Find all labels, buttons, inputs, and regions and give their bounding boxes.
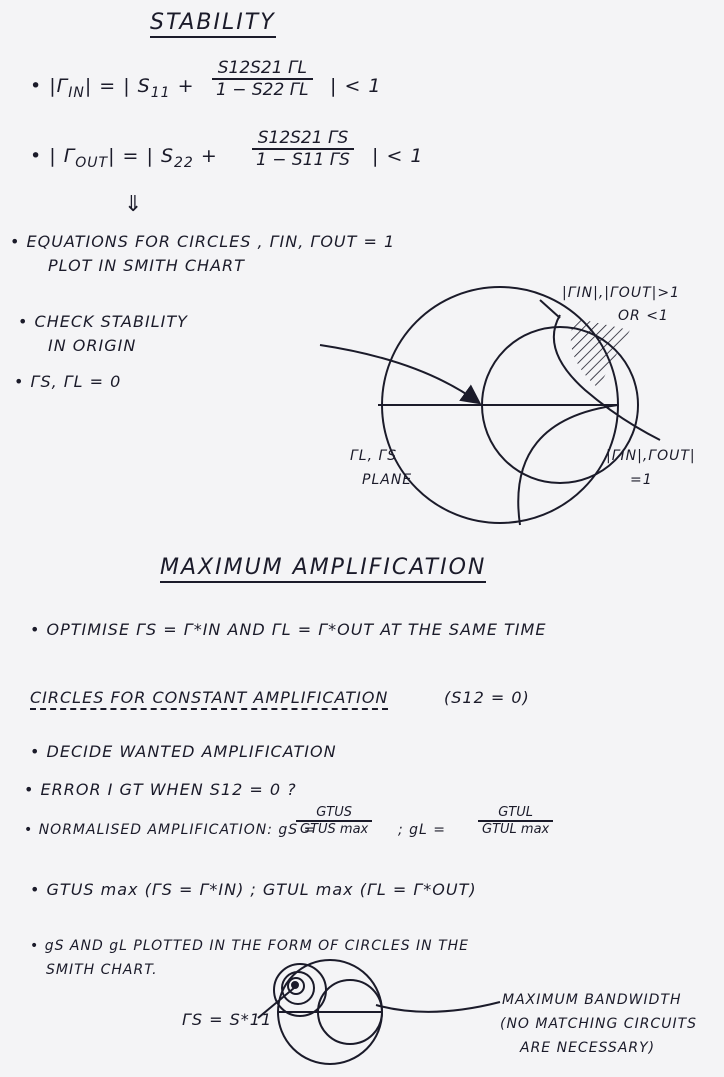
label-or-less-than-one: OR <1 bbox=[618, 308, 669, 324]
label-plane-gamma: ΓL, ΓS bbox=[350, 448, 398, 464]
gamma-out-equation-lhs: • | $\Gamma_{OUT}|$ = | $S_{22}$ + bbox=[30, 145, 218, 171]
max-bandwidth-label: MAXIMUM BANDWIDTH bbox=[502, 992, 682, 1008]
bullet-check-stability: • CHECK STABILITY bbox=[18, 312, 188, 331]
gs-fraction: GTUS GTUS max bbox=[296, 805, 372, 837]
bullet-gamma-zero: • ΓS, ΓL = 0 bbox=[14, 372, 122, 391]
circles-condition: (S12 = 0) bbox=[444, 688, 530, 707]
gamma-out-equation-end: | < 1 bbox=[372, 145, 424, 167]
label-gamma-equal-one: |ΓIN|,ΓOUT| bbox=[606, 448, 696, 464]
plotted-line-b: SMITH CHART. bbox=[46, 962, 158, 978]
circles-constant-amplification-title: CIRCLES FOR CONSTANT AMPLIFICATION bbox=[30, 688, 388, 710]
gl-fraction: GTUL GTUL max bbox=[478, 805, 553, 837]
hatched-region bbox=[571, 318, 630, 388]
max-amplification-title: MAXIMUM AMPLIFICATION bbox=[160, 555, 486, 583]
bullet-equations-for-circles: • EQUATIONS FOR CIRCLES , ΓIN, ΓOUT = 1 bbox=[10, 232, 396, 251]
error-line: • ERROR I GT WHEN S12 = 0 ? bbox=[24, 780, 297, 799]
reactance-arc-lower bbox=[518, 405, 618, 525]
gamma-in-fraction: $\frac{S12S21 \Gamma L}{1 - S22 \Gamma L}$ bbox=[212, 58, 313, 100]
smith-chart-stability bbox=[320, 287, 660, 525]
gamma-out-fraction: $\frac{S12S21 \Gamma S}{1 - S11 \Gamma S}$ bbox=[252, 128, 354, 170]
plotted-line-a: • gS AND gL PLOTTED IN THE FORM OF CIRCLES IN THE bbox=[30, 938, 470, 954]
gmax-line: • GTUS max (ΓS = Γ*IN) ; GTUL max (ΓL = Γ*OUT) bbox=[30, 880, 477, 899]
origin-arrow bbox=[320, 345, 478, 402]
implies-arrow: ⇓ bbox=[124, 192, 145, 217]
gamma-s-equals-s11-label: ΓS = S*11 bbox=[182, 1010, 273, 1029]
label-gamma-greater-than-one: |ΓIN|,|ΓOUT|>1 bbox=[562, 285, 680, 301]
bullet-plot-in-smith-chart: PLOT IN SMITH CHART bbox=[48, 256, 245, 275]
bandwidth-pointer bbox=[376, 1002, 500, 1012]
necessary-label: ARE NECESSARY) bbox=[520, 1040, 656, 1056]
normalised-separator: ; gL = bbox=[398, 822, 447, 838]
optimise-line: • OPTIMISE ΓS = Γ*IN AND ΓL = Γ*OUT AT THE SAME TIME bbox=[30, 620, 547, 639]
gain-circle-2 bbox=[282, 972, 314, 1004]
label-equal-one: =1 bbox=[630, 472, 653, 488]
gain-point bbox=[292, 982, 298, 988]
gamma-in-equation-end: | < 1 bbox=[330, 75, 382, 97]
decide-line: • DECIDE WANTED AMPLIFICATION bbox=[30, 742, 337, 761]
gamma-in-equation-lhs: • $|\Gamma_{IN}|$ = | $S_{11}$ + bbox=[30, 75, 195, 101]
normalised-amplification-label: • NORMALISED AMPLIFICATION: gS = bbox=[24, 822, 317, 838]
no-matching-label: (NO MATCHING CIRCUITS bbox=[500, 1016, 698, 1032]
label-plane: PLANE bbox=[362, 472, 413, 488]
bullet-in-origin: IN ORIGIN bbox=[48, 336, 137, 355]
stability-title: STABILITY bbox=[150, 10, 276, 38]
smith-chart-amplification bbox=[258, 960, 500, 1064]
